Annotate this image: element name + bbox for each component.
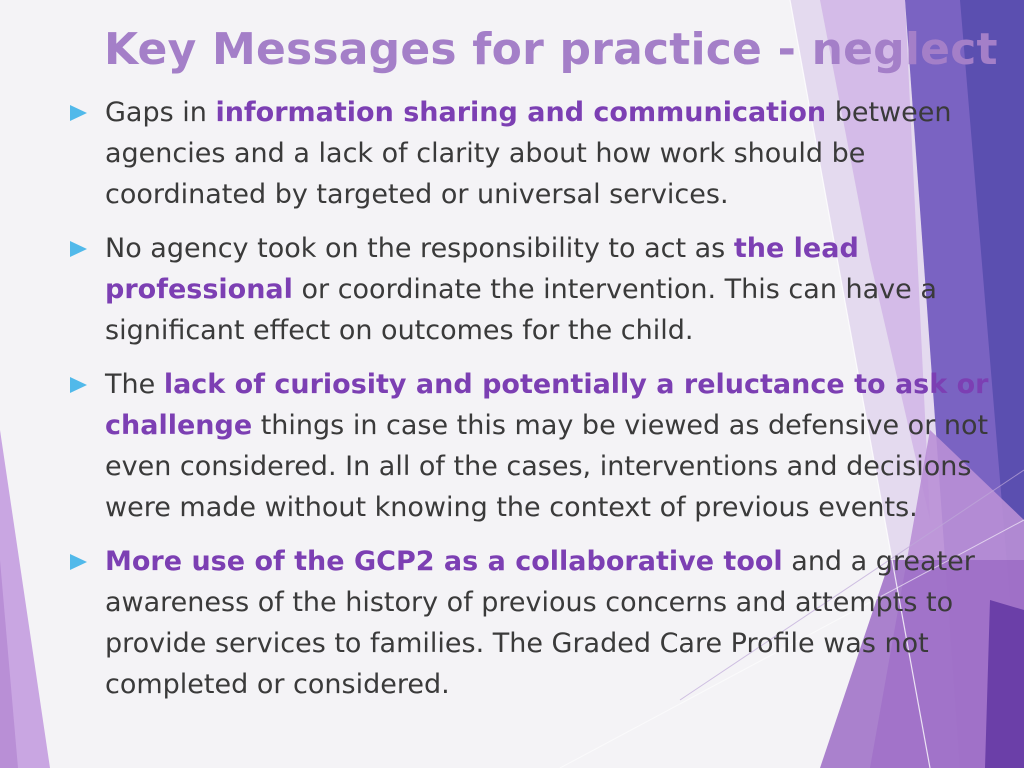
bullet-text: between agencies and a lack of clarity about how work should be coordinated by targeted or universal services. xyxy=(105,97,952,210)
bullet-text: The xyxy=(105,369,164,400)
bullet-arrow-icon xyxy=(70,105,87,121)
bullet-highlight: information sharing and communication xyxy=(215,97,827,128)
bullet-text: No agency took on the responsibility to act as xyxy=(105,233,734,264)
bullet-item xyxy=(70,364,1010,528)
bullet-highlight: More use of the GCP2 as a collaborative tool xyxy=(105,546,783,577)
bullet-arrow-icon xyxy=(70,554,87,570)
bullet-highlight: the lead professional xyxy=(105,233,859,305)
bullet-item xyxy=(70,228,1010,351)
bullet-item xyxy=(70,92,1010,215)
bullet-text: Gaps in xyxy=(105,97,216,128)
bullet-list xyxy=(70,92,1010,718)
slide-title: Key Messages for practice - neglect xyxy=(104,24,998,75)
bullet-text: or coordinate the intervention. This can have a significant effect on outcomes for the child. xyxy=(105,274,937,346)
bullet-highlight: lack of curiosity and potentially a reluctance to ask or challenge xyxy=(105,369,989,441)
bullet-arrow-icon xyxy=(70,241,87,257)
bullet-text: things in case this may be viewed as defensive or not even considered. In all of the cases, interventions and decisions were made without knowing the context of previous events. xyxy=(105,410,989,523)
bullet-arrow-icon xyxy=(70,377,87,393)
bullet-text: and a greater awareness of the history of previous concerns and attempts to provide services to families. The Graded Care Profile was not completed or considered. xyxy=(105,546,975,700)
bullet-item xyxy=(70,541,1010,705)
